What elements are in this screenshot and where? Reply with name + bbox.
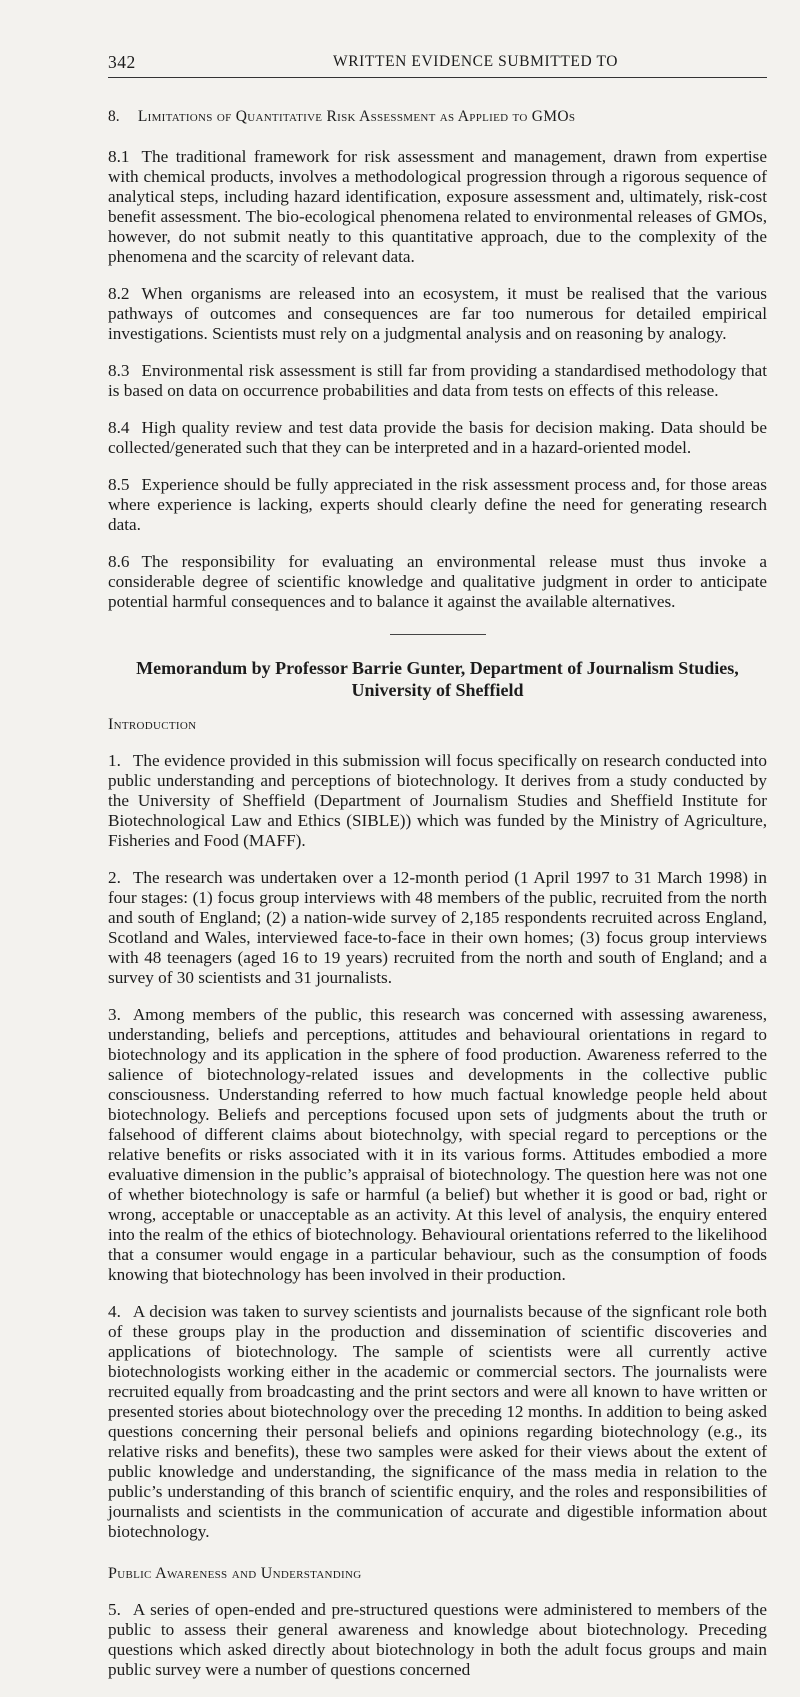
running-title: WRITTEN EVIDENCE SUBMITTED TO: [333, 53, 619, 70]
page-number: 342: [108, 52, 136, 72]
paragraph: [108, 1005, 767, 1285]
paragraph-text: When organisms are released into an ecosystem, it must be realised that the various pathways of outcomes and consequences are far too numerous for detailed empirical investigations. Scientists must rely on a judgmental analysis and on reasoning by analogy.: [108, 284, 767, 343]
paragraph: [108, 868, 767, 988]
paragraph-number: 8.3: [108, 361, 130, 380]
paragraph-text: A series of open-ended and pre-structured questions were administered to members of the public to assess their general awareness and knowledge about biotechnology. Preceding questions which asked directly about biotechnology in both the adult focus groups and main public survey were a number of questions concerned: [108, 1600, 767, 1679]
paragraph-text: Among members of the public, this research was concerned with assessing awareness, understanding, beliefs and perceptions, attitudes and behavioural orientations in regard to biotechnology and its application in the sphere of food production. Awareness referred to the salience of biotechnology-related issues and developments in the collective public consciousness. Understanding referred to how much factual knowledge people held about biotechnology. Beliefs and perceptions focused upon sets of judgments about the truth or falsehood of different claims about biotechnolgy, with special regard to perceptions or the relative benefits or risks associated with it in its various forms. Attitudes embodied a more evaluative dimension in the public’s appraisal of biotechnology. The question here was not one of whether biotechnology is safe or harmful (a belief) but whether it is good or bad, right or wrong, acceptable or unacceptable as an activity. At this level of analysis, the enquiry entered into the realm of the ethics of biotechnology. Behavioural orientations referred to the likelihood that a consumer would engage in a particular behaviour, such as the consumption of foods knowing that biotechnology has been involved in their production.: [108, 1005, 767, 1284]
paragraph-number: 8.4: [108, 418, 130, 437]
paragraph-text: High quality review and test data provide the basis for decision making. Data should be collected/generated such that they can be interpreted and in a hazard-oriented model.: [108, 418, 767, 457]
paragraph-text: The responsibility for evaluating an environmental release must thus invoke a considerable degree of scientific knowledge and qualitative judgment in order to anticipate potential harmful consequences and to balance it against the available alternatives.: [108, 552, 767, 611]
paragraph: [108, 1302, 767, 1542]
section-8-heading: [108, 107, 767, 127]
section-title: Limitations of Quantitative Risk Assessment as Applied to GMOs: [137, 108, 576, 125]
section-number: 8.: [108, 108, 120, 125]
paragraph-number: 4.: [108, 1302, 121, 1321]
paragraph: [108, 552, 767, 612]
paragraph: [108, 284, 767, 344]
page-content: [108, 107, 767, 1697]
section-separator: [390, 634, 486, 635]
paragraph-text: The research was undertaken over a 12-month period (1 April 1997 to 31 March 1998) in four stages: (1) focus group interviews with 48 members of the public, recruited from the north and south of England; (2) a nation-wide survey of 2,185 respondents recruited across England, Scotland and Wales, interviewed face-to-face in their own homes; (3) focus group interviews with 48 teenagers (aged 16 to 19 years) recruited from the north and south of England; and a survey of 30 scientists and 31 journalists.: [108, 868, 767, 987]
introduction-heading: Introduction: [108, 716, 197, 733]
paragraph: [108, 361, 767, 401]
paragraph-number: 2.: [108, 868, 121, 887]
paragraph-number: 3.: [108, 1005, 121, 1024]
paragraph: [108, 1600, 767, 1680]
paragraph-text: Experience should be fully appreciated in the risk assessment process and, for those areas where experience is lacking, experts should clearly define the need for generating research data.: [108, 475, 767, 534]
paragraph: [108, 147, 767, 267]
page-header: [108, 52, 767, 78]
paragraph-text: Environmental risk assessment is still far from providing a standardised methodology that is based on data on occurrence probabilities and data from tests on effects of this release.: [108, 361, 767, 400]
paragraph-number: 8.5: [108, 475, 130, 494]
memorandum-title: Memorandum by Professor Barrie Gunter, Department of Journalism Studies, University of Sheffield: [136, 658, 739, 700]
paragraph-number: 1.: [108, 751, 121, 770]
paragraph: [108, 475, 767, 535]
paragraph: [108, 751, 767, 851]
paragraph-number: 8.6: [108, 552, 130, 571]
paragraph-text: The evidence provided in this submission will focus specifically on research conducted into public understanding and perceptions of biotechnology. It derives from a study conducted by the University of Sheffield (Department of Journalism Studies and Sheffield Institute for Biotechnological Law and Ethics (SIBLE)) which was funded by the Ministry of Agriculture, Fisheries and Food (MAFF).: [108, 751, 767, 850]
paragraph-number: 8.2: [108, 284, 130, 303]
public-awareness-heading: Public Awareness and Understanding: [108, 1565, 362, 1582]
header-rule: [108, 77, 767, 78]
paragraph-number: 8.1: [108, 147, 130, 166]
paragraph: [108, 418, 767, 458]
paragraph-number: 5.: [108, 1600, 121, 1619]
paragraph-text: A decision was taken to survey scientists and journalists because of the signficant role both of these groups play in the production and dissemination of scientific discoveries and applications of biotechnology. The sample of scientists were all currently active biotechnologists working either in the academic or commercial sectors. The journalists were recruited equally from broadcasting and the print sectors and were all known to have written or presented stories about biotechnology over the preceding 12 months. In addition to being asked questions concerning their personal beliefs and opinions regarding biotechnology (e.g., its relative risks and benefits), these two samples were asked for their views about the extent of public knowledge and understanding, the significance of the mass media in relation to the public’s understanding of this branch of scientific enquiry, and the roles and responsibilities of journalists and scientists in the communication of accurate and digestible information about biotechnology.: [108, 1302, 767, 1541]
paragraph-text: The traditional framework for risk assessment and management, drawn from expertise with chemical products, involves a methodological progression through a rigorous sequence of analytical steps, including hazard identification, exposure assessment and, ultimately, risk-cost benefit assessment. The bio-ecological phenomena related to environmental releases of GMOs, however, do not submit neatly to this quantitative approach, due to the complexity of the phenomena and the scarcity of relevant data.: [108, 147, 767, 266]
